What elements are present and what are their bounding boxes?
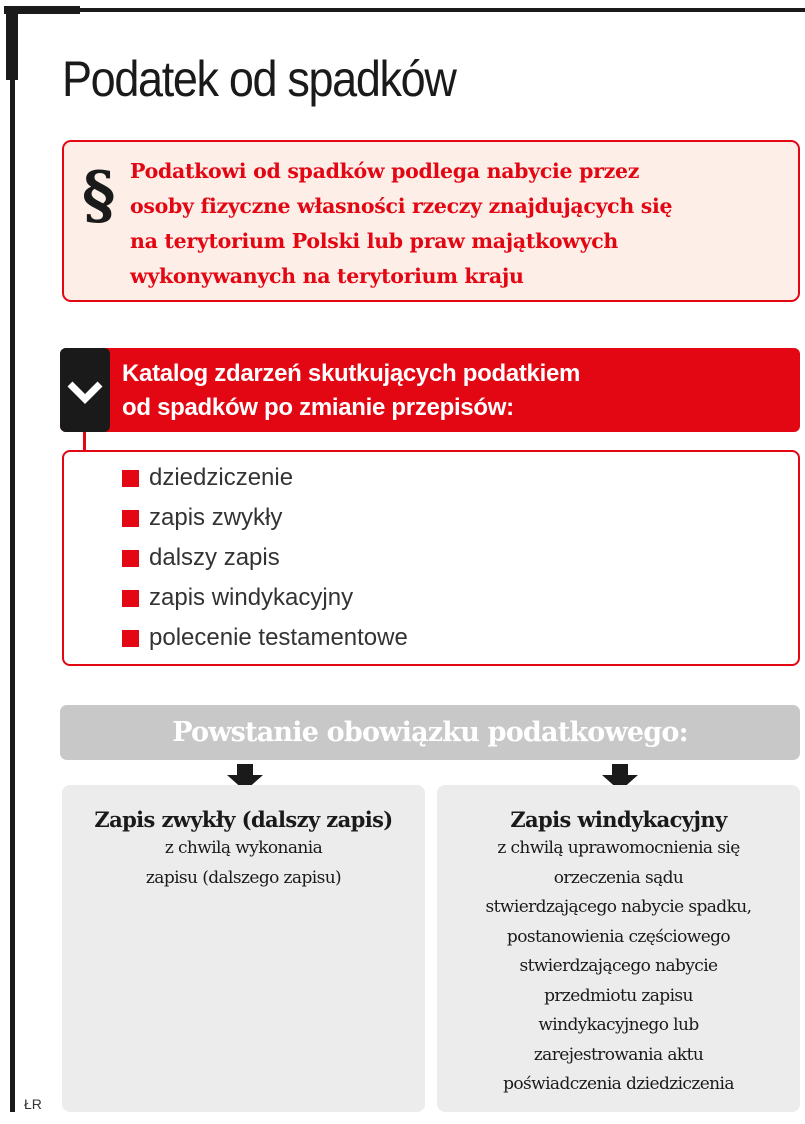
list-item-label: polecenie testamentowe bbox=[149, 624, 408, 651]
definition-line: Podatkowi od spadków podlega nabycie przez bbox=[130, 159, 640, 183]
frame-top-line bbox=[10, 8, 805, 12]
column-line: z chwilą uprawomocnienia się bbox=[497, 838, 740, 858]
column-line: postanowienia częściowego bbox=[506, 926, 731, 947]
column-line: orzeczenia sądu bbox=[553, 867, 684, 888]
bullet-square-icon bbox=[122, 510, 139, 527]
bullet-square-icon bbox=[122, 550, 139, 567]
definition-line: osoby fizyczne własności rzeczy znajdujących się bbox=[130, 194, 673, 218]
bullet-square-icon bbox=[122, 630, 139, 647]
list-item-label: zapis windykacyjny bbox=[149, 584, 354, 611]
list-item bbox=[122, 624, 408, 652]
column-vindication-bequest bbox=[437, 785, 800, 1112]
definition-line: na terytorium Polski lub praw majątkowych bbox=[130, 229, 619, 253]
page-title: Podatek od spadków bbox=[62, 51, 456, 107]
chevron-box bbox=[60, 348, 110, 432]
list-item bbox=[122, 504, 282, 532]
frame-corner-vertical bbox=[6, 8, 18, 80]
column-line: przedmiotu zapisu bbox=[544, 985, 693, 1006]
chevron-down-icon bbox=[60, 348, 110, 432]
catalog-title-line: od spadków po zmianie przepisów: bbox=[122, 394, 514, 421]
catalog-list bbox=[62, 450, 800, 666]
column-title: Zapis windykacyjny bbox=[510, 807, 727, 832]
list-item bbox=[122, 464, 293, 492]
list-item-label: dalszy zapis bbox=[149, 544, 280, 571]
column-line: poświadczenia dziedziczenia bbox=[503, 1074, 734, 1094]
column-title: Zapis zwykły (dalszy zapis) bbox=[94, 807, 393, 832]
column-line: windykacyjnego lub bbox=[538, 1015, 699, 1035]
obligation-header-text: Powstanie obowiązku podatkowego: bbox=[172, 717, 688, 748]
column-line: zapisu (dalszego zapisu) bbox=[145, 867, 342, 888]
list-item bbox=[122, 544, 280, 572]
list-item bbox=[122, 584, 353, 612]
column-line: z chwilą wykonania bbox=[164, 838, 323, 858]
catalog-title bbox=[122, 357, 580, 425]
definition-text bbox=[130, 154, 790, 294]
definition-box bbox=[62, 140, 800, 302]
author-credit: ŁR bbox=[24, 1096, 42, 1112]
frame-left-line bbox=[10, 8, 15, 1112]
list-item-label: dziedziczenie bbox=[149, 464, 294, 491]
column-line: stwierdzającego nabycie spadku, bbox=[485, 897, 752, 917]
connector-line bbox=[83, 432, 86, 450]
bullet-square-icon bbox=[122, 470, 139, 487]
column-ordinary-bequest bbox=[62, 785, 425, 1112]
bullet-square-icon bbox=[122, 590, 139, 607]
column-line: stwierdzającego nabycie bbox=[519, 956, 718, 976]
section-sign-icon: § bbox=[82, 158, 116, 233]
list-item-label: zapis zwykły bbox=[149, 504, 283, 531]
obligation-header bbox=[60, 705, 800, 760]
catalog-title-line: Katalog zdarzeń skutkujących podatkiem bbox=[122, 360, 581, 387]
column-line: zarejestrowania aktu bbox=[533, 1044, 704, 1065]
definition-line: wykonywanych na terytorium kraju bbox=[130, 264, 524, 288]
